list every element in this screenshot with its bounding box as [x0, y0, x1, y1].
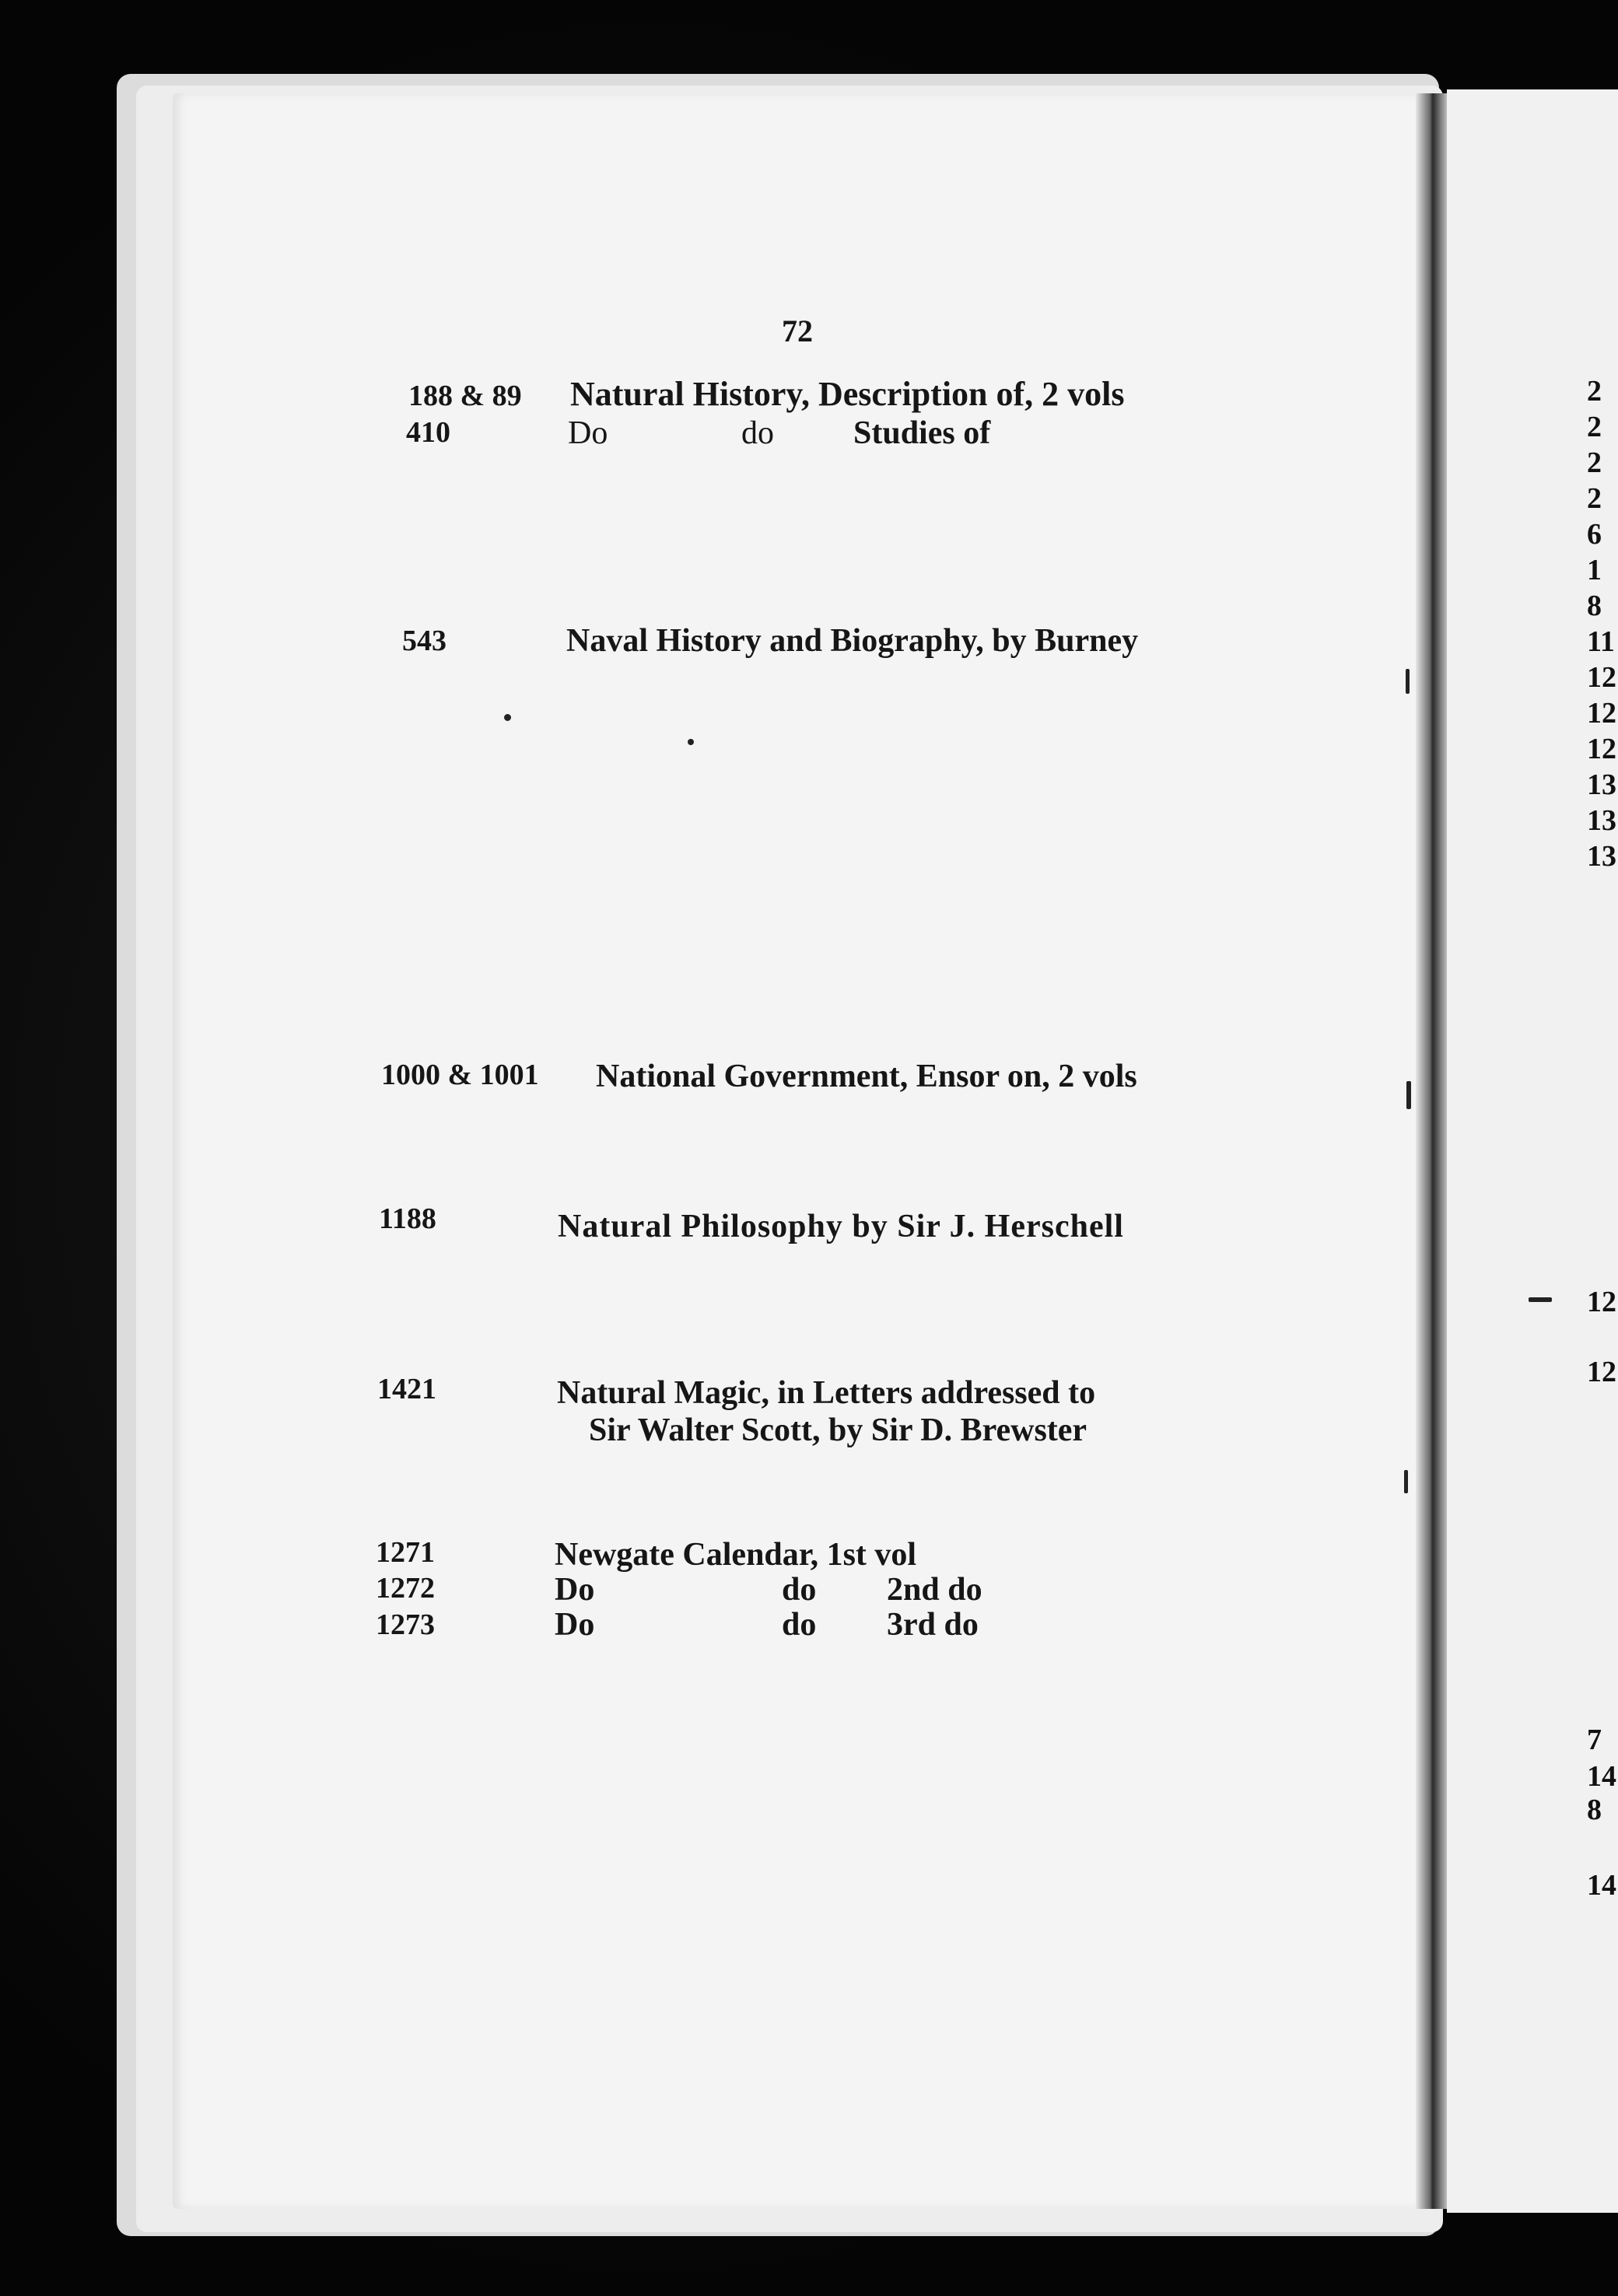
facing-fragment: 2: [1587, 446, 1602, 479]
facing-fragment: 13: [1587, 840, 1616, 873]
scan-speck: [688, 739, 694, 745]
entry-number: 1271: [376, 1536, 435, 1569]
entry-title: Newgate Calendar, 1st vol: [555, 1537, 917, 1573]
facing-fragment: 12: [1587, 661, 1616, 694]
facing-fragment: 13: [1587, 768, 1616, 801]
facing-fragment: 2: [1587, 411, 1602, 443]
entry-number: 410: [406, 416, 450, 449]
facing-fragment: 2: [1587, 375, 1602, 408]
facing-fragment: 12: [1587, 697, 1616, 730]
entry-number: 543: [402, 625, 447, 657]
facing-fragment: 14: [1587, 1760, 1616, 1793]
facing-fragment: 6: [1587, 518, 1602, 551]
facing-fragment: 8: [1587, 590, 1602, 622]
book-gutter: [1416, 93, 1447, 2209]
entry-ditto: Do: [555, 1572, 595, 1608]
entry-ditto: Do: [555, 1607, 595, 1643]
entry-title: Naval History and Biography, by Burney: [566, 623, 1139, 659]
facing-fragment: 7: [1587, 1724, 1602, 1756]
entry-title-line1: Natural Magic, in Letters addressed to: [557, 1375, 1096, 1411]
scan-mark: [1529, 1297, 1552, 1302]
facing-fragment: 12: [1587, 1356, 1616, 1388]
entry-ditto: do: [782, 1572, 817, 1608]
entry-title: 3rd do: [887, 1607, 979, 1643]
facing-fragment: 1: [1587, 554, 1602, 586]
scan-speck: [504, 714, 511, 721]
facing-fragment: 13: [1587, 804, 1616, 837]
entry-title: Studies of: [853, 415, 991, 451]
entry-number: 1421: [377, 1373, 436, 1405]
entry-number: 1188: [379, 1202, 436, 1235]
entry-title-text: Natural History, Description of, 2 vols: [570, 375, 1125, 413]
entry-ditto: do: [741, 415, 774, 451]
facing-fragment: 14: [1587, 1869, 1616, 1902]
facing-page-numbers: [1587, 373, 1618, 874]
entry-title: National Government, Ensor on, 2 vols: [596, 1059, 1137, 1094]
entry-title: Natural Philosophy by Sir J. Herschell: [558, 1209, 1124, 1244]
entry-title: 2nd do: [887, 1572, 982, 1608]
scan-mark: [1404, 1470, 1408, 1493]
facing-fragment: 12: [1587, 1286, 1616, 1318]
entry-number: 188 & 89: [408, 380, 522, 412]
entry-title-line2: Sir Walter Scott, by Sir D. Brewster: [589, 1412, 1087, 1448]
entry-title: [570, 376, 1125, 413]
entry-ditto: do: [782, 1607, 817, 1643]
scan-mark: [1406, 669, 1410, 694]
entry-number: 1273: [376, 1608, 435, 1641]
page-number: 72: [782, 313, 813, 348]
facing-fragment: 12: [1587, 733, 1616, 765]
scan-mark: [1406, 1081, 1411, 1109]
facing-fragment: 8: [1587, 1794, 1602, 1826]
entry-ditto: Do: [568, 415, 608, 451]
facing-fragment: 2: [1587, 482, 1602, 515]
entry-number: 1272: [376, 1572, 435, 1605]
entry-number: 1000 & 1001: [381, 1059, 539, 1091]
facing-fragment: 11: [1587, 625, 1615, 658]
